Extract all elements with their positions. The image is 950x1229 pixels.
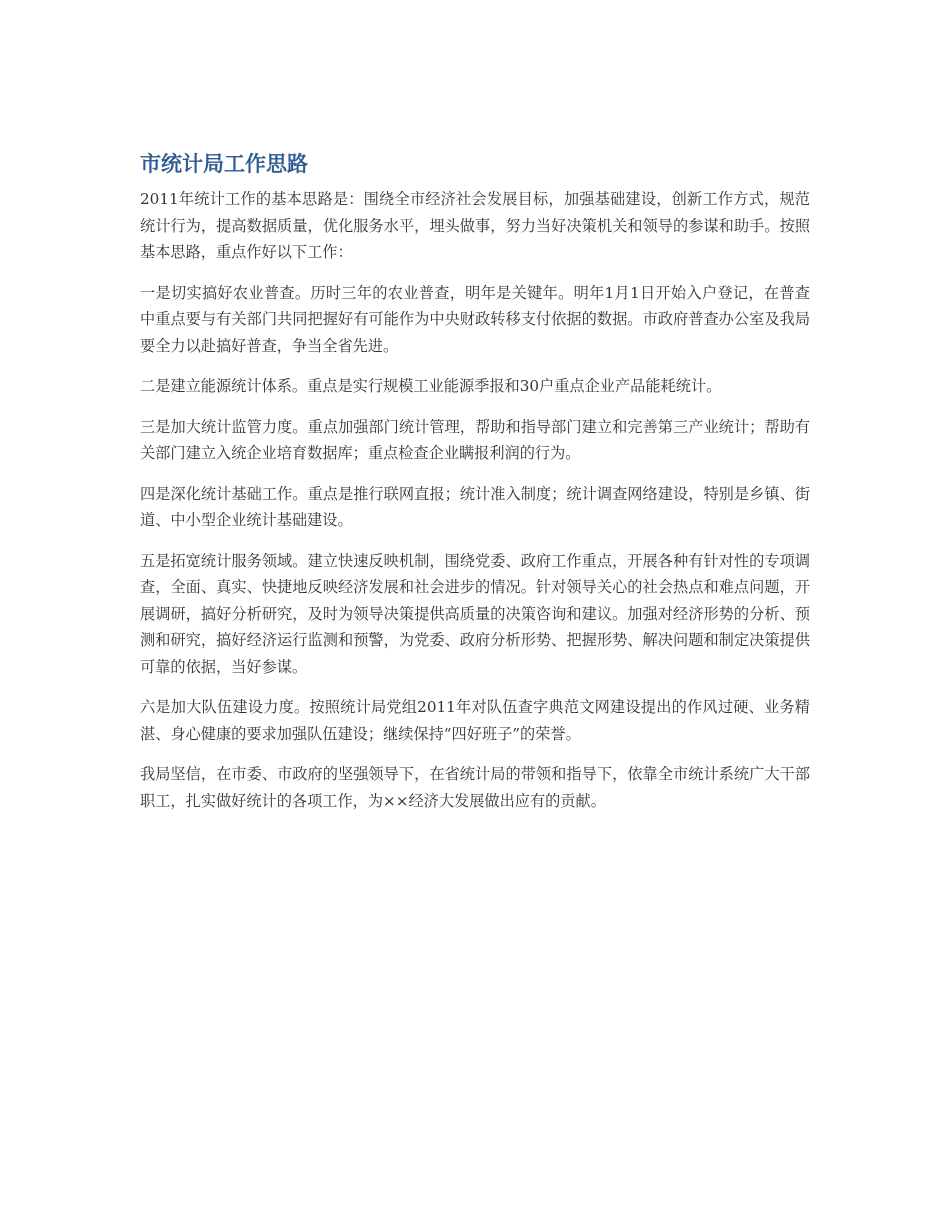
paragraph-supervision: 三是加大统计监管力度。重点加强部门统计管理，帮助和指导部门建立和完善第三产业统计；帮助有关部门建立入统企业培育数据库；重点检查企业瞒报利润的行为。 xyxy=(140,417,810,462)
document-page xyxy=(140,148,810,828)
document-title: 市统计局工作思路 xyxy=(140,152,308,176)
paragraph-basic-work: 四是深化统计基础工作。重点是推行联网直报；统计准入制度；统计调查网络建设，特别是乡镇、街道、中小型企业统计基础建设。 xyxy=(140,484,810,529)
paragraph-agricultural-census: 一是切实搞好农业普查。历时三年的农业普查，明年是关键年。明年1月1日开始入户登记，在普查中重点要与有关部门共同把握好有可能作为中央财政转移支付依据的数据。市政府普查办公室及我局要全力以赴搞好普查，争当全省先进。 xyxy=(140,283,810,355)
paragraph-intro: 2011年统计工作的基本思路是：围绕全市经济社会发展目标，加强基础建设，创新工作方式，规范统计行为，提高数据质量，优化服务水平，埋头做事，努力当好决策机关和领导的参谋和助手。按照基本思路，重点作好以下工作： xyxy=(140,190,810,261)
paragraph-team-building: 六是加大队伍建设力度。按照统计局党组2011年对队伍查字典范文网建设提出的作风过硬、业务精湛、身心健康的要求加强队伍建设；继续保持“四好班子”的荣誉。 xyxy=(140,698,810,743)
paragraph-energy-statistics: 二是建立能源统计体系。重点是实行规模工业能源季报和30户重点企业产品能耗统计。 xyxy=(140,377,722,395)
paragraph-service-field: 五是拓宽统计服务领域。建立快速反映机制，围绕党委、政府工作重点，开展各种有针对性的专项调查，全面、真实、快捷地反映经济发展和社会进步的情况。针对领导关心的社会热点和难点问题，开展调研，搞好分析研究，及时为领导决策提供高质量的决策咨询和建议。加强对经济形势的分析、预测和研究，搞好经济运行监测和预警，为党委、政府分析形势、把握形势、解决问题和制定决策提供可靠的依据，当好参谋。 xyxy=(140,551,810,676)
paragraph-conclusion: 我局坚信，在市委、市政府的坚强领导下，在省统计局的带领和指导下，依靠全市统计系统广大干部职工，扎实做好统计的各项工作，为××经济大发展做出应有的贡献。 xyxy=(140,765,810,810)
